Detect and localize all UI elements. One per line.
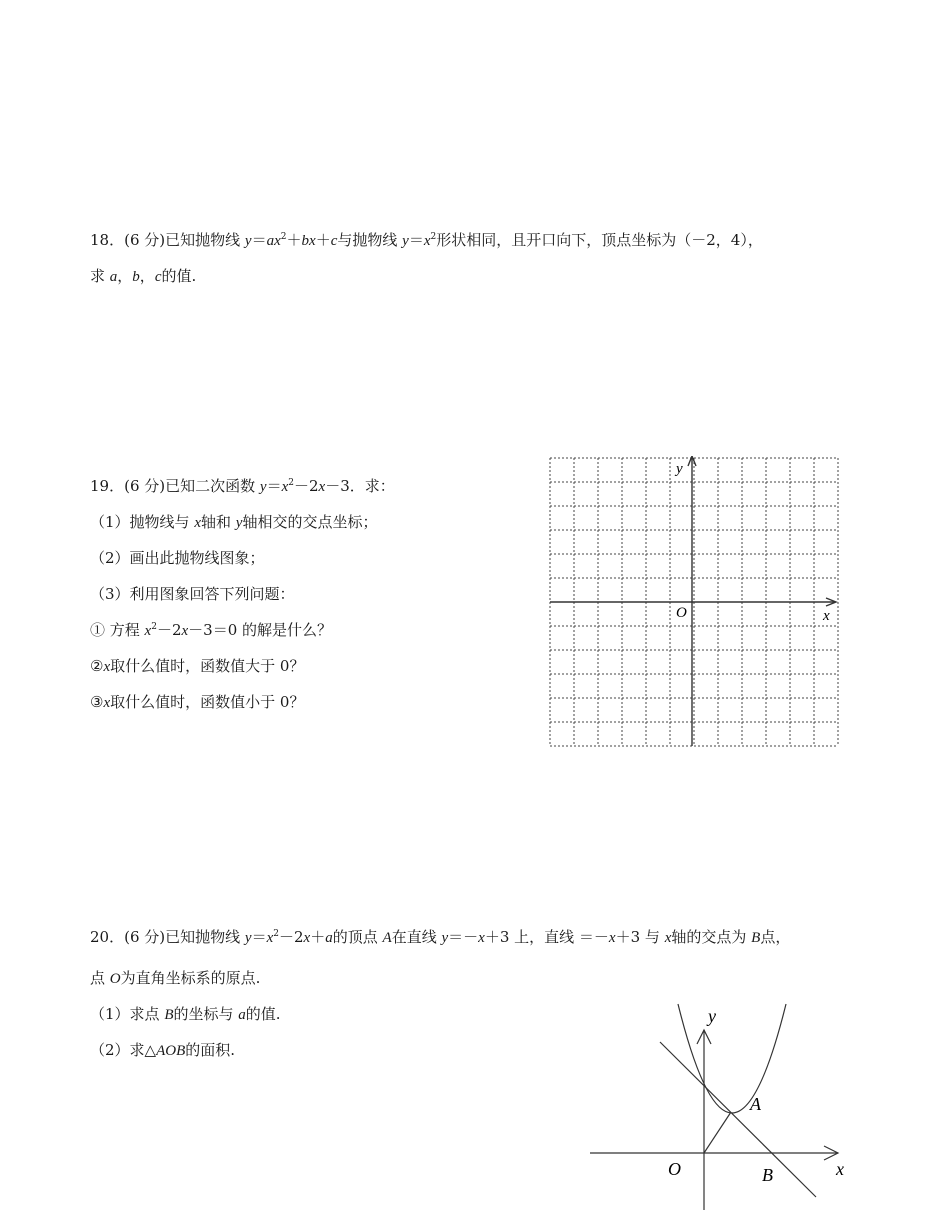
grid-axes <box>550 456 836 746</box>
parabola-line-figure <box>590 1000 865 1220</box>
q19-number: 19． <box>90 477 125 495</box>
q18-line-2: 求 a，b，c的值. <box>90 267 197 285</box>
label-origin: O <box>668 1159 681 1179</box>
parabola-axes <box>590 1030 838 1210</box>
q19-points: (6 分) <box>124 477 166 495</box>
q19-sub-3: ③x取什么值时，函数值小于 0？ <box>90 693 305 711</box>
q19-part-2: （2）画出此抛物线图象； <box>90 549 265 567</box>
q18-number: 18． <box>90 231 125 249</box>
q18-line-1: 18．(6 分)已知抛物线 $y=ax^2+bx+c$与抛物线 $y=x^2$形状相同，且开口向下，顶点坐标为（－2，4）， <box>90 231 763 249</box>
q19-part-3: （3）利用图象回答下列问题： <box>90 585 295 603</box>
label-point-a: A <box>750 1094 761 1114</box>
q18-points: (6 分) <box>124 231 166 249</box>
coordinate-grid-figure <box>548 456 840 748</box>
label-x: x <box>836 1159 844 1179</box>
q20-number: 20． <box>90 928 125 946</box>
q19-sub-2: ②x取什么值时，函数值大于 0？ <box>90 657 305 675</box>
q20-part-2: （2）求△AOB的面积. <box>90 1041 236 1059</box>
grid-label-x: x <box>823 608 830 624</box>
q19-sub-1: ① 方程 $x^2-2x-3=0$ 的解是什么？ <box>90 621 333 639</box>
label-point-b: B <box>762 1165 773 1185</box>
q19-part-1: （1）抛物线与 x轴和 y轴相交的交点坐标； <box>90 513 378 531</box>
q20-line-1: 20．(6 分)已知抛物线 $y=x^2-2x+a$的顶点 A在直线 y＝－x＋3 上，直线 ＝－x＋3 与 x轴的交点为 B点， <box>90 928 791 946</box>
q20-part-1: （1）求点 B的坐标与 a的值. <box>90 1005 281 1023</box>
q20-line-2: 点 O为直角坐标系的原点. <box>90 969 261 987</box>
q20-points: (6 分) <box>124 928 166 946</box>
line-y-eq-minus-x-plus-3 <box>660 1042 816 1197</box>
grid-label-y: y <box>676 461 683 477</box>
label-y: y <box>708 1006 716 1026</box>
q19-line-1: 19．(6 分)已知二次函数 $y=x^2-2x-3$．求： <box>90 477 395 495</box>
parabola-curve <box>678 1004 786 1113</box>
segment-oa <box>704 1112 731 1153</box>
grid-label-origin: O <box>676 605 687 621</box>
